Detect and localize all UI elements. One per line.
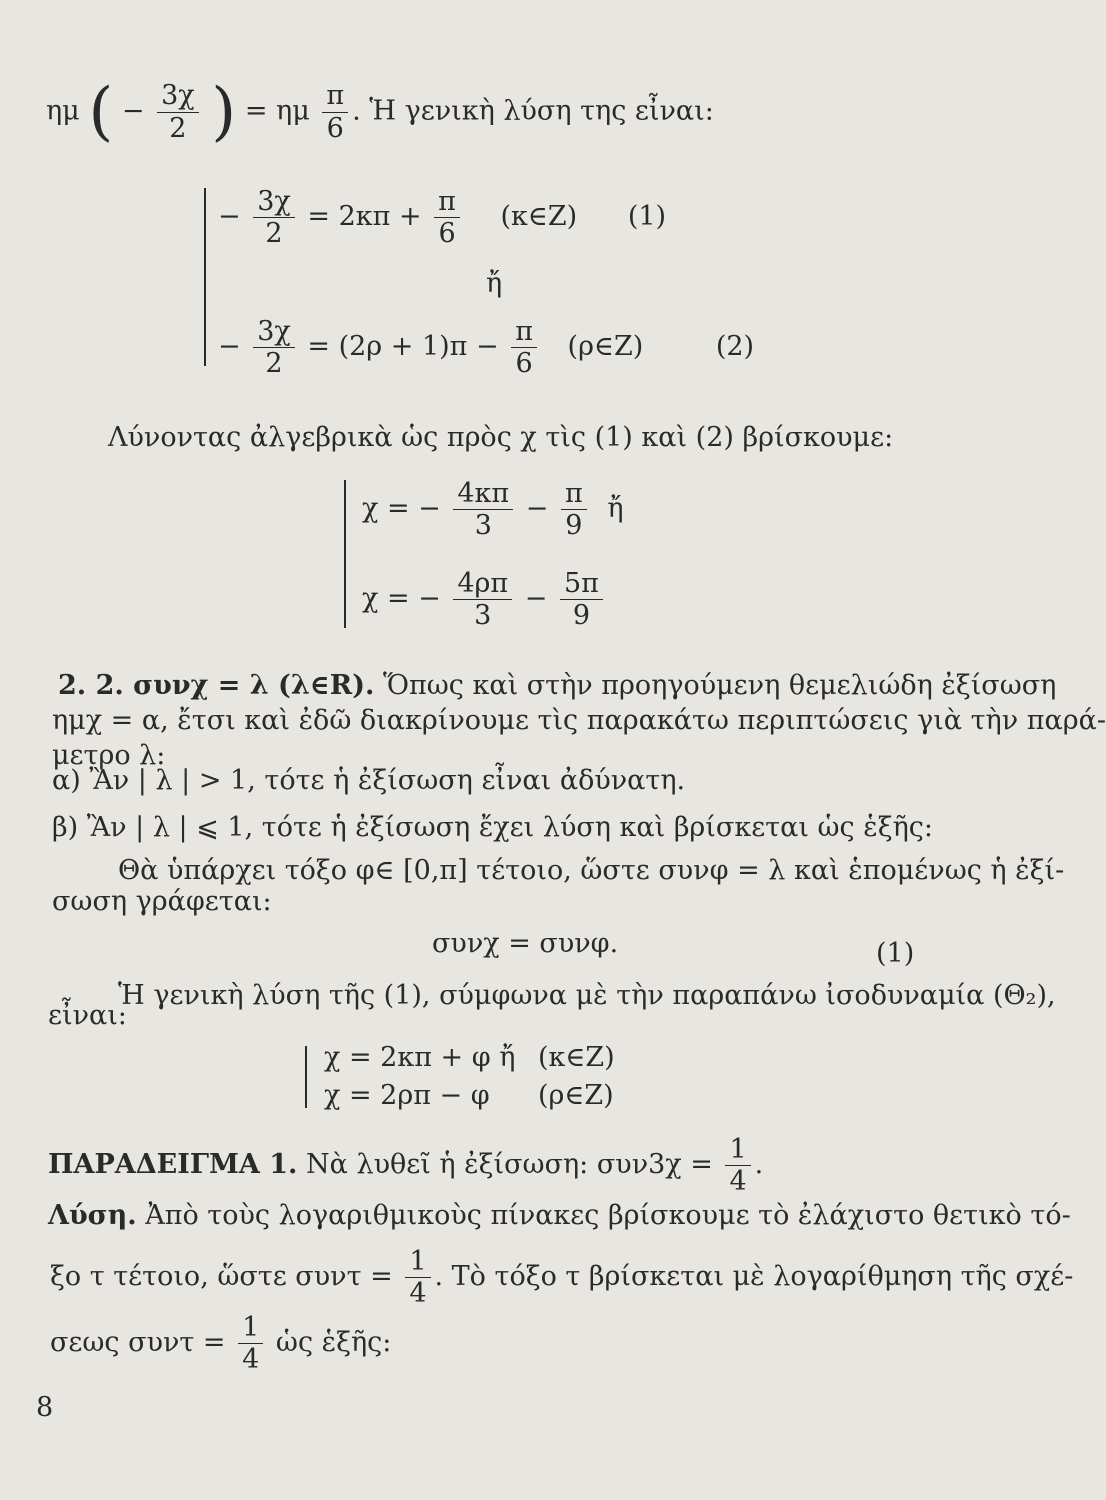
solution-text: Ἀπὸ τοὺς λογαριθμικοὺς πίνακες βρίσκουμε τὸ ἐλάχιστο θετικὸ τό- bbox=[145, 1200, 1071, 1231]
or-word: ἤ bbox=[486, 268, 503, 299]
fraction-num: π bbox=[322, 80, 348, 112]
sys1-eq2 bbox=[218, 316, 754, 379]
general-solution-text: . Ἡ γενικὴ λύση της εἶναι: bbox=[352, 95, 714, 127]
minus-sign: − bbox=[121, 95, 145, 127]
period: . bbox=[754, 1149, 764, 1181]
fraction bbox=[561, 478, 587, 541]
right-paren: ) bbox=[211, 75, 237, 149]
general-line1: Ἡ γενικὴ λύση τῆς (1), σύμφωνα μὲ τὴν παραπάνω ἰσοδυναμία (Θ₂), bbox=[118, 980, 1056, 1011]
fraction bbox=[253, 316, 295, 379]
fraction-den: 2 bbox=[265, 218, 283, 250]
fraction-den: 6 bbox=[515, 348, 533, 380]
sys3-eq1: χ = 2κπ + φ ἤ bbox=[324, 1042, 516, 1073]
fn-label: ημ bbox=[46, 95, 80, 127]
equation-tag: (2) bbox=[715, 331, 755, 363]
fraction-pi bbox=[434, 186, 460, 249]
solution-text: ξο τ τέτοιο, ὥστε συντ = bbox=[50, 1261, 393, 1293]
page-number: 8 bbox=[36, 1392, 54, 1423]
fraction-den: 4 bbox=[729, 1166, 747, 1198]
equation-tag: (1) bbox=[627, 201, 667, 233]
sys2-eq2 bbox=[362, 568, 607, 631]
arc-line1: Θὰ ὑπάρχει τόξο φ∈ [0,π] τέτοιο, ὥστε συνφ = λ καὶ ἑπομένως ἡ ἐξί- bbox=[118, 855, 1065, 886]
fraction-pi bbox=[511, 316, 537, 379]
fraction-num: 5π bbox=[560, 568, 603, 600]
solve-line: Λύνοντας ἀλγεβρικὰ ὡς πρὸς χ τὶς (1) καὶ (2) βρίσκουμε: bbox=[108, 422, 894, 453]
minus-sign: − bbox=[525, 493, 549, 525]
sys2-eq1 bbox=[362, 478, 624, 541]
fraction-den: 6 bbox=[438, 218, 456, 250]
fraction-num: π bbox=[561, 478, 587, 510]
minus-sign: − bbox=[218, 201, 241, 233]
solution-text: σεως συντ = bbox=[50, 1327, 226, 1359]
fraction-1-4 bbox=[238, 1312, 263, 1375]
fraction bbox=[560, 568, 603, 631]
section-2-2-line2: ημχ = α, ἔτσι καὶ ἐδῶ διακρίνουμε τὶς παρακάτω περιπτώσεις γιὰ τὴν παρά- bbox=[52, 705, 1106, 736]
line-sin-equation bbox=[46, 75, 714, 149]
solution-heading: Λύση. bbox=[48, 1200, 137, 1231]
fraction-den: 4 bbox=[242, 1344, 260, 1376]
sys3-set2: (ρ∈Z) bbox=[538, 1080, 614, 1111]
fraction-num: 1 bbox=[725, 1134, 750, 1166]
rhs: = (2ρ + 1)π − bbox=[307, 331, 499, 363]
fraction-num: 3χ bbox=[253, 186, 295, 218]
fraction bbox=[253, 186, 295, 249]
section-text: Ὅπως καὶ στὴν προηγούμενη θεμελιώδη ἐξίσωση bbox=[382, 670, 1057, 701]
fraction-num: 1 bbox=[405, 1246, 430, 1278]
arc-line2: σωση γράφεται: bbox=[52, 886, 272, 917]
section-2-2-line3: μετρο λ: bbox=[52, 740, 166, 771]
fraction bbox=[157, 80, 199, 143]
solution-line3 bbox=[50, 1312, 391, 1375]
solution-text: ὡς ἑξῆς: bbox=[275, 1327, 392, 1359]
or-word: ἤ bbox=[607, 493, 624, 525]
fraction-den: 2 bbox=[265, 348, 283, 380]
solution-text: . Τὸ τόξο τ βρίσκεται μὲ λογαρίθμηση τῆς σχέ- bbox=[434, 1261, 1074, 1293]
example-1 bbox=[48, 1134, 763, 1197]
case-a: α) Ἂν | λ | > 1, τότε ἡ ἐξίσωση εἶναι ἀδύνατη. bbox=[52, 765, 686, 796]
example-heading: ΠΑΡΑΔΕΙΓΜΑ 1. bbox=[48, 1149, 298, 1181]
set-label: (ρ∈Z) bbox=[567, 331, 644, 363]
section-heading: 2. 2. συνχ = λ (λ∈R). bbox=[58, 670, 375, 701]
equals: = bbox=[244, 95, 268, 127]
case-b: β) Ἂν | λ | ⩽ 1, τότε ἡ ἐξίσωση ἔχει λύση καὶ βρίσκεται ὡς ἑξῆς: bbox=[52, 812, 933, 843]
fraction-den: 2 bbox=[169, 112, 187, 144]
fraction bbox=[453, 478, 513, 541]
solution-line1 bbox=[48, 1200, 1071, 1231]
minus-sign: − bbox=[524, 583, 548, 615]
fraction-num: 3χ bbox=[253, 316, 295, 348]
cos-equation: συνχ = συνφ. bbox=[432, 928, 619, 959]
set-label: (κ∈Z) bbox=[500, 201, 578, 233]
rhs: = 2κπ + bbox=[307, 201, 422, 233]
fraction-num: π bbox=[434, 186, 460, 218]
system-bracket-1 bbox=[204, 188, 206, 366]
system-bracket-2 bbox=[344, 480, 346, 628]
sys3-eq2: χ = 2ρπ − φ bbox=[324, 1080, 490, 1111]
left-paren: ( bbox=[88, 75, 114, 149]
fraction-num: 4κπ bbox=[453, 478, 513, 510]
fraction-1-4 bbox=[405, 1246, 430, 1309]
section-2-2-line1 bbox=[58, 670, 1056, 701]
example-text: Νὰ λυθεῖ ἡ ἐξίσωση: συν3χ = bbox=[306, 1149, 713, 1181]
fraction bbox=[453, 568, 512, 631]
fraction-den: 4 bbox=[409, 1278, 427, 1310]
sys3-set1: (κ∈Z) bbox=[538, 1042, 615, 1073]
fn-label-2: ημ bbox=[276, 95, 310, 127]
fraction-den: 6 bbox=[326, 112, 344, 144]
fraction-den: 9 bbox=[572, 600, 591, 632]
fraction-num: 3χ bbox=[157, 80, 199, 112]
fraction-num: π bbox=[511, 316, 537, 348]
fraction-den: 3 bbox=[474, 600, 492, 632]
sys1-eq1 bbox=[218, 186, 666, 249]
fraction-den: 9 bbox=[565, 510, 583, 542]
solution-line2 bbox=[50, 1246, 1073, 1309]
fraction-1-4 bbox=[725, 1134, 750, 1197]
fraction-den: 3 bbox=[474, 510, 492, 542]
general-line2: εἶναι: bbox=[48, 1000, 127, 1031]
fraction-num: 4ρπ bbox=[453, 568, 512, 600]
fraction-num: 1 bbox=[238, 1312, 263, 1344]
fraction-pi6 bbox=[322, 80, 348, 143]
lhs: χ = − bbox=[362, 583, 441, 615]
lhs: χ = − bbox=[362, 493, 441, 525]
system-bracket-3 bbox=[305, 1046, 307, 1108]
cos-equation-tag: (1) bbox=[876, 938, 915, 969]
minus-sign: − bbox=[218, 331, 241, 363]
